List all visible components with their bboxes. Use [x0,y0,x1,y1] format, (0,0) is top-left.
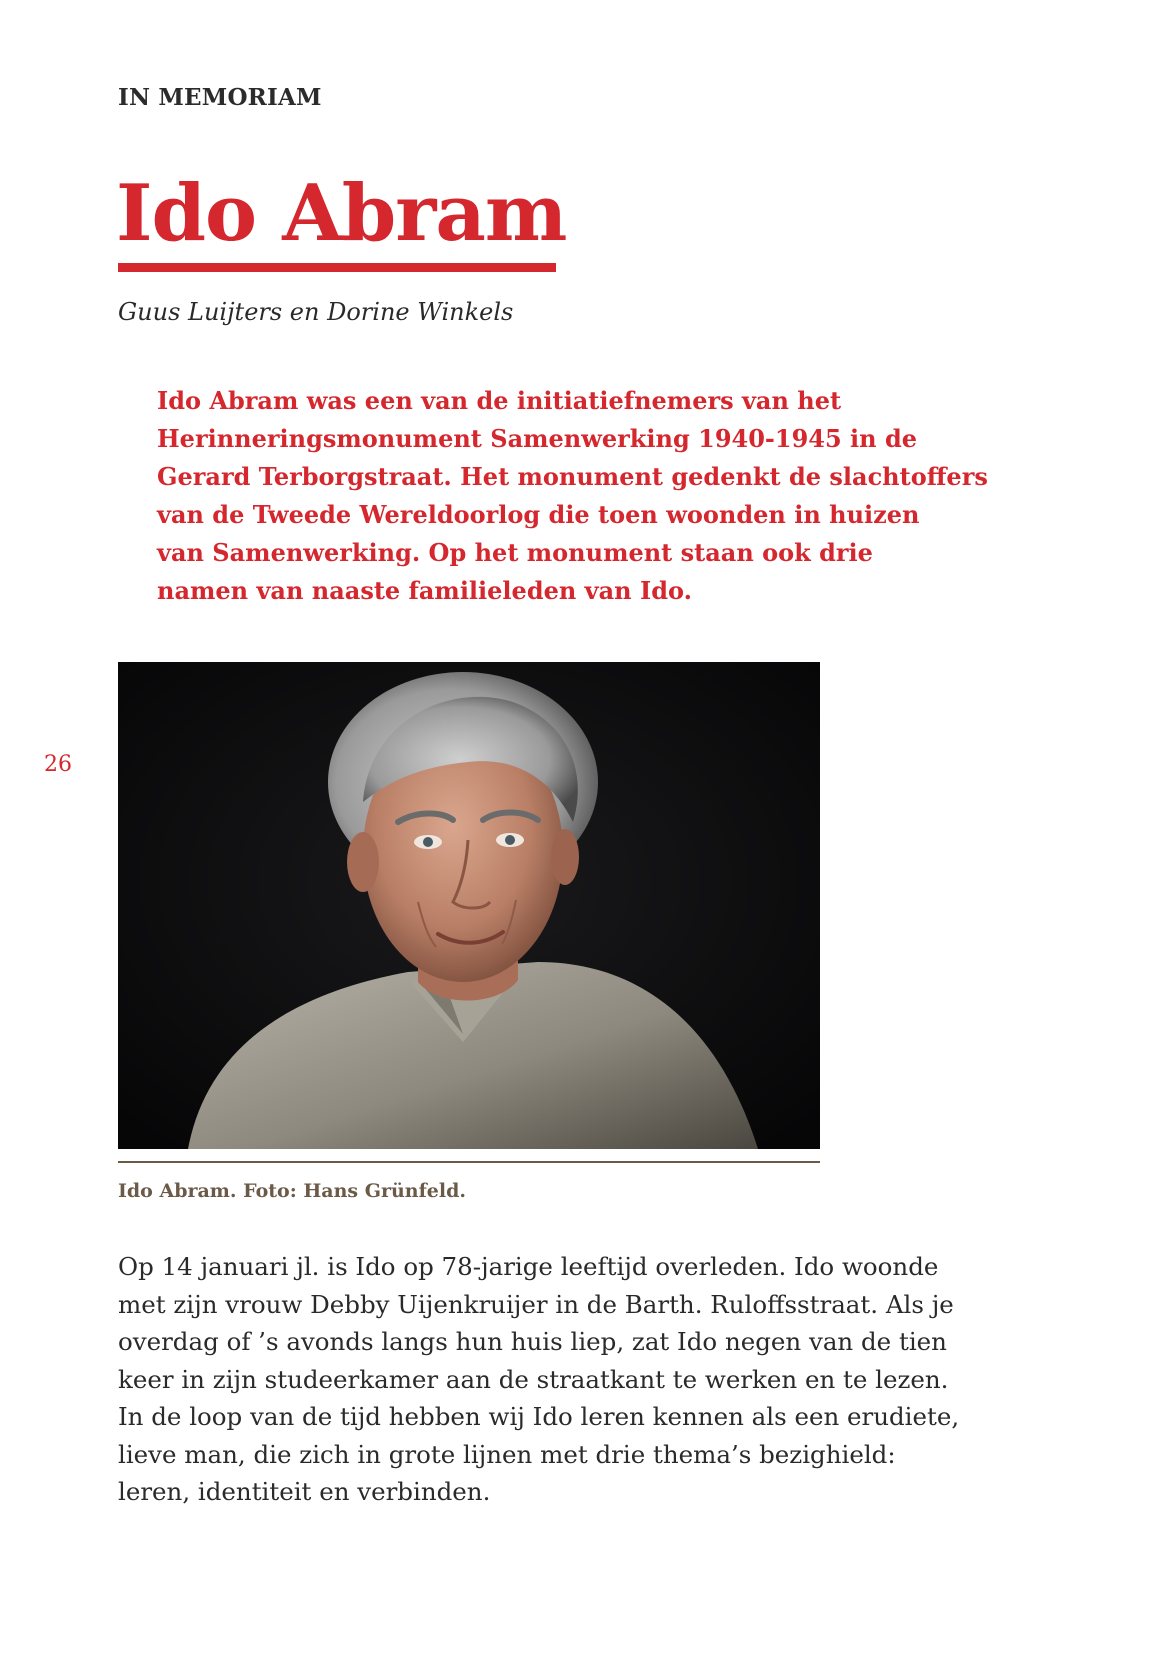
intro-line: Herinneringsmonument Samenwerking 1940-1945 in de [157,424,918,453]
caption-divider [118,1161,820,1163]
body-line: Op 14 januari jl. is Ido op 78-jarige leeftijd overleden. Ido woonde [118,1252,939,1281]
body-line: met zijn vrouw Debby Uijenkruijer in de Barth. Ruloffsstraat. Als je [118,1289,954,1319]
intro-line: Ido Abram was een van de initiatiefnemers van het [157,386,842,415]
article-authors: Guus Luijters en Dorine Winkels [118,298,514,326]
body-line: lieve man, die zich in grote lijnen met drie thema’s bezighield: [118,1439,896,1469]
intro-paragraph [157,382,1017,610]
body-line: keer in zijn studeerkamer aan de straatkant te werken en te lezen. [118,1364,949,1394]
body-line: overdag of ’s avonds langs hun huis liep, zat Ido negen van de tien [118,1327,947,1356]
body-paragraph [118,1248,1038,1511]
photo-caption: Ido Abram. Foto: Hans Grünfeld. [118,1180,466,1202]
title-underline [118,263,556,272]
portrait-photo [118,662,820,1149]
intro-line: van de Tweede Wereldoorlog die toen woonden in huizen [157,500,920,529]
page-number: 26 [44,752,72,777]
body-line: leren, identiteit en verbinden. [118,1477,491,1506]
section-label: IN MEMORIAM [118,84,322,111]
article-title: Ido Abram [116,168,567,259]
intro-line: namen van naaste familieleden van Ido. [157,576,692,605]
intro-line: van Samenwerking. Op het monument staan ook drie [157,538,873,567]
intro-line: Gerard Terborgstraat. Het monument gedenkt de slachtoffers [157,462,988,491]
body-line: In de loop van de tijd hebben wij Ido leren kennen als een erudiete, [118,1402,960,1431]
